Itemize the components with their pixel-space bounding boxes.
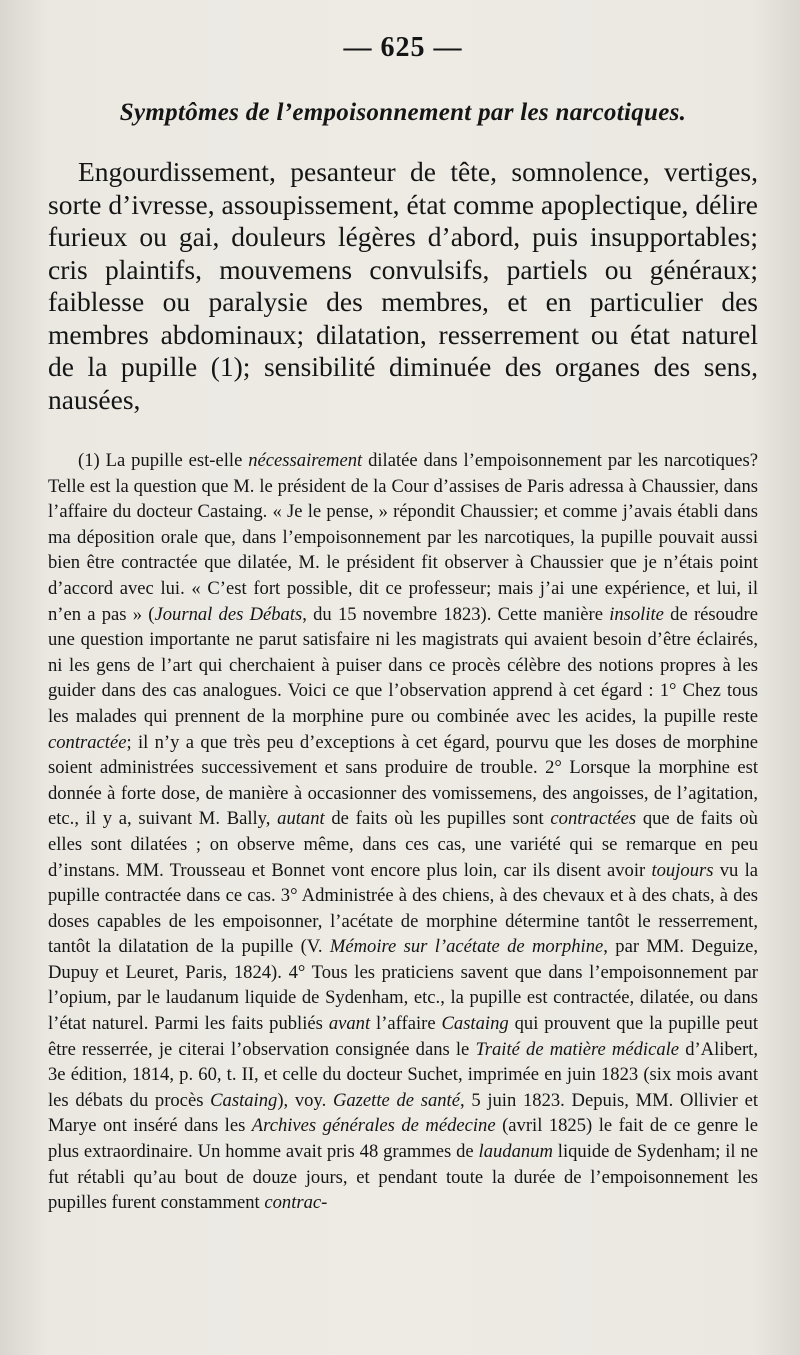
footnote-italic: Mémoire sur l’acétate de morphine [329,936,604,958]
footnote-text: (avril 1825) le fait de ce genre le plus extraordinaire. Un homme avait pris 48 grammes de [48,1115,759,1163]
footnote-text: d’Alibert, 3e édition, 1814, p. 60, t. II, et celle du docteur Suchet, imprimée en juin 1823 (six mois avant les débats du procès [48,1038,758,1111]
footnote-text: qui prouvent que la pupille peut être resserrée, je citerai l’observation consignée dans le [48,1013,758,1060]
footnote-text: , par MM. Deguize, Dupuy et Leuret, Paris, 1824). 4° Tous les praticiens savent que dans l’empoisonnement par l’opium, par le laudanum liquide de Sydenham, etc., la pupille est contractée, dilatée, ou dans l’état naturel. Parmi les faits publiés [48,936,758,1035]
footnote [48,448,758,1216]
footnote-text: l’affaire [370,1013,442,1035]
footnote-text: , 5 juin 1823. Depuis, MM. Ollivier et Marye ont inséré dans les [48,1089,758,1137]
footnote-text: (1) La pupille est-elle [78,450,249,471]
footnote-italic: Castaing [210,1089,278,1111]
footnote-text: liquide de Sydenham; il ne fut rétabli qu’au bout de douze jours, et pendant toute la durée de l’empoisonnement les pupilles furent constamment [48,1141,758,1214]
footnote-text: , du 15 novembre 1823). Cette manière [302,603,610,625]
footnote-text: dilatée dans l’empoisonnement par les narcotiques? Telle est la question que M. le président de la Cour d’assises de Paris adressa à Chaussier, dans l’affaire du docteur Castaing. « Je le pense, » répondit Chaussier; et comme j’avais établi dans ma déposition orale que, dans l’empoisonnement par les narcotiques, la pupille pouvait aussi bien être contractée que dilatée, M. le président fit observer à Chaussier que je n’étais point d’accord avec lui. « C’est fort possible, dit ce professeur; mais j’ai une expérience, et lui, il n’en a pas » ( [48,450,758,625]
footnote-italic: contrac- [264,1192,328,1214]
footnote-italic: Archives générales de médecine [251,1115,496,1137]
footnote-italic: Castaing [441,1013,509,1035]
footnote-text: vu la pupille contractée dans ce cas. 3° Administrée à des chiens, à des chevaux et à des chats, à des doses capables de les empoisonner, l’acétate de morphine détermine tantôt le resserrement, tantôt la dilatation de la pupille (V. [48,859,758,958]
footnote-italic: insolite [609,603,664,625]
footnote-text: de faits où les pupilles sont [324,808,551,830]
main-paragraph: Engourdissement, pesanteur de tête, somnolence, vertiges, sorte d’ivresse, assoupissement, état comme apoplectique, délire furieux ou gai, douleurs légères d’abord, puis insupportables; cris plaintifs, mouvemens convulsifs, partiels ou généraux; faiblesse ou paralysie des membres, et en particulier des membres abdominaux; dilatation, resserrement ou état naturel de la pupille (1); sensibilité diminuée des organes des sens, nausées, [48,156,758,415]
page-number: — 625 — [343,32,463,63]
footnote-italic: autant [277,808,325,830]
footnote-italic: toujours [651,859,714,881]
footnote-italic: Gazette de santé [332,1089,460,1111]
footnote-italic: avant [328,1013,371,1035]
footnote-text: ; il n’y a que très peu d’exceptions à cet égard, pourvu que les doses de morphine soient administrées successivement et sans produire de trouble. 2° Lorsque la morphine est donnée à forte dose, de manière à occasionner des vomissemens, des angoisses, de l’agitation, etc., il y a, suivant M. Bally, [48,731,758,830]
footnote-italic: laudanum [478,1141,553,1163]
footnote-italic: nécessairement [248,450,363,471]
footnote-text: que de faits où elles sont dilatées ; on observe même, dans ces cas, une variété qui se remarque en peu d’instans. MM. Trousseau et Bonnet vont encore plus loin, car ils disent avoir [48,808,758,881]
footnote-italic: contractées [550,808,637,830]
footnote-italic: contractée [48,731,127,753]
footnote-italic: Traité de matière médicale [475,1038,680,1060]
section-title: Symptômes de l’empoisonnement par les narcotiques. [119,99,687,126]
footnote-text: ), voy. [277,1089,333,1111]
footnote-italic: Journal des Débats [154,603,303,625]
footnote-text: de résoudre une question importante ne parut satisfaire ni les magistrats qui avaient besoin d’être éclairés, ni les gens de l’art qui cherchaient à puiser dans ce procès célèbre des notions propres à les guider dans des cas analogues. Voici ce que l’observation apprend à cet égard : 1° Chez tous les malades qui prennent de la morphine pure ou combinée avec les acides, la pupille reste [48,603,758,727]
